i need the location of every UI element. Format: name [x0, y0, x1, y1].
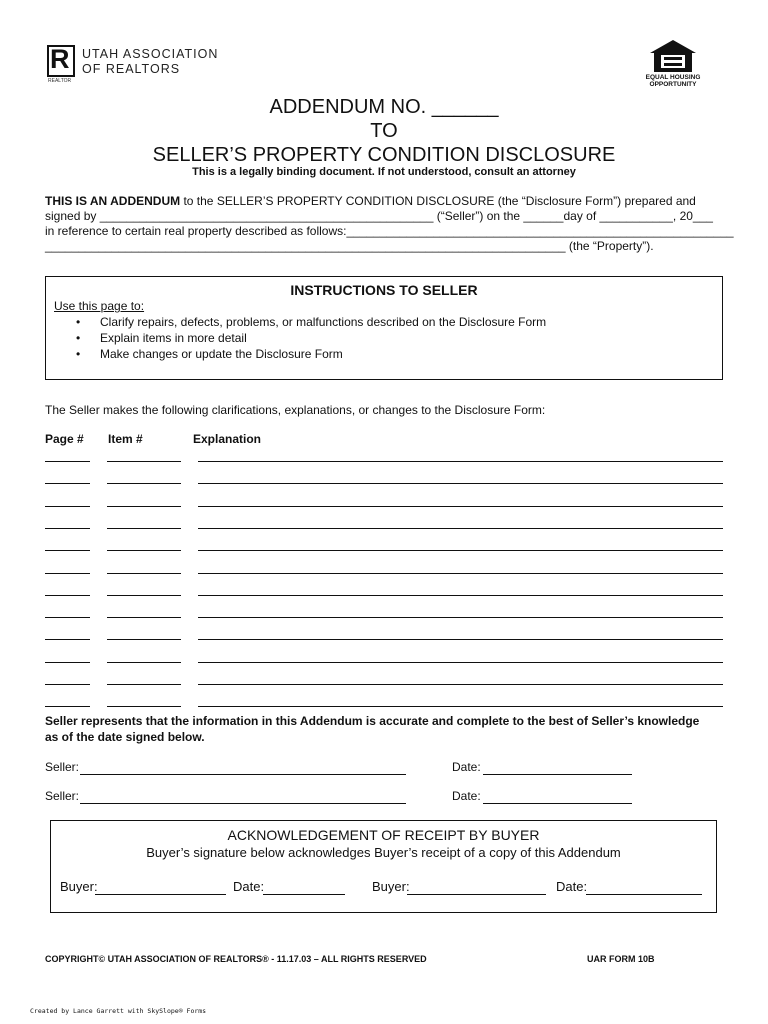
page-entry-line[interactable] [45, 662, 90, 663]
ack-date-label: Date: [233, 879, 265, 894]
representation-line2: as of the date signed below. [45, 730, 205, 744]
page-entry-line[interactable] [45, 461, 90, 462]
date-label: Date: [452, 760, 481, 774]
item-entry-line[interactable] [107, 550, 181, 551]
title-line1: ADDENDUM NO. ______ [269, 96, 499, 118]
page-entry-line[interactable] [45, 483, 90, 484]
instruction-item: Clarify repairs, defects, problems, or malfunctions described on the Disclosure Form [100, 315, 547, 329]
ack-date-label: Date: [556, 879, 588, 894]
representation-line1: Seller represents that the information in this Addendum is accurate and complete to the best of Seller’s knowledge [45, 714, 700, 728]
item-entry-line[interactable] [107, 528, 181, 529]
page-entry-line[interactable] [45, 706, 90, 707]
acknowledgement-box [50, 820, 717, 913]
buyer-signature-line[interactable] [95, 894, 226, 895]
explanation-entry-line[interactable] [198, 662, 723, 663]
item-entry-line[interactable] [107, 662, 181, 663]
org-name-line2: OF REALTORS [82, 62, 181, 76]
bullet-icon: • [76, 347, 81, 361]
intro-line3: in reference to certain real property described as follows:__________________________________________________________ [45, 224, 734, 238]
item-entry-line[interactable] [107, 483, 181, 484]
page-entry-line[interactable] [45, 595, 90, 596]
form-id: UAR FORM 10B [587, 954, 655, 964]
intro-line2: signed by __________________________________________________ (“Seller”) on the ______day of ___________, 20___ [45, 209, 713, 223]
seller-label: Seller: [45, 789, 80, 803]
explanation-entry-line[interactable] [198, 550, 723, 551]
page-entry-line[interactable] [45, 550, 90, 551]
equal-housing-text: EQUAL HOUSING OPPORTUNITY [645, 74, 701, 88]
page-entry-line[interactable] [45, 684, 90, 685]
instruction-item: Explain items in more detail [100, 331, 247, 345]
equal-housing-icon [648, 38, 698, 74]
created-by-note: Created by Lance Garrett with SkySlope® Forms [30, 1007, 207, 1015]
column-page: Page # [45, 432, 84, 446]
title-line2: TO [370, 120, 398, 142]
seller-date-line[interactable] [483, 803, 632, 804]
explanation-entry-line[interactable] [198, 706, 723, 707]
intro-line1 [45, 194, 696, 209]
buyer-signature-line[interactable] [407, 894, 546, 895]
page-entry-line[interactable] [45, 573, 90, 574]
intro-line4: ______________________________________________________________________________ (the “Property”). [45, 239, 654, 253]
acknowledgement-title: ACKNOWLEDGEMENT OF RECEIPT BY BUYER [227, 827, 540, 843]
page-entry-line[interactable] [45, 617, 90, 618]
explanation-entry-line[interactable] [198, 684, 723, 685]
explanation-entry-line[interactable] [198, 461, 723, 462]
intro-lead: THIS IS AN ADDENDUM [45, 194, 181, 208]
item-entry-line[interactable] [107, 639, 181, 640]
realtor-small-text: REALTOR [48, 78, 72, 84]
buyer-label: Buyer: [60, 879, 98, 894]
page-entry-line[interactable] [45, 528, 90, 529]
bullet-icon: • [76, 331, 81, 345]
item-entry-line[interactable] [107, 617, 181, 618]
instructions-title: INSTRUCTIONS TO SELLER [290, 282, 478, 298]
item-entry-line[interactable] [107, 461, 181, 462]
explanation-entry-line[interactable] [198, 639, 723, 640]
org-name-line1: UTAH ASSOCIATION [82, 47, 219, 61]
seller-label: Seller: [45, 760, 80, 774]
instructions-box [45, 276, 723, 380]
item-entry-line[interactable] [107, 706, 181, 707]
acknowledgement-subtitle: Buyer’s signature below acknowledges Buyer’s receipt of a copy of this Addendum [146, 845, 621, 860]
bullet-icon: • [76, 315, 81, 329]
page-entry-line[interactable] [45, 506, 90, 507]
instructions-use-label: Use this page to: [54, 299, 145, 313]
buyer-date-line[interactable] [263, 894, 345, 895]
intro-line1-rest: to the SELLER’S PROPERTY CONDITION DISCLOSURE (the “Disclosure Form”) prepared and [180, 194, 696, 208]
page-entry-line[interactable] [45, 639, 90, 640]
seller-date-line[interactable] [483, 774, 632, 775]
explanation-entry-line[interactable] [198, 483, 723, 484]
buyer-date-line[interactable] [586, 894, 702, 895]
column-explanation: Explanation [193, 432, 262, 446]
instruction-item: Make changes or update the Disclosure Form [100, 347, 343, 361]
title-line3: SELLER’S PROPERTY CONDITION DISCLOSURE [152, 144, 616, 166]
explanation-entry-line[interactable] [198, 617, 723, 618]
explanation-entry-line[interactable] [198, 573, 723, 574]
clarification-intro: The Seller makes the following clarifications, explanations, or changes to the Disclosure Form: [45, 403, 546, 417]
buyer-label: Buyer: [372, 879, 410, 894]
explanation-entry-line[interactable] [198, 528, 723, 529]
item-entry-line[interactable] [107, 506, 181, 507]
legal-notice: This is a legally binding document. If not understood, consult an attorney [192, 166, 576, 178]
copyright-notice: COPYRIGHT© UTAH ASSOCIATION OF REALTORS® - 11.17.03 – ALL RIGHTS RESERVED [45, 954, 427, 964]
date-label: Date: [452, 789, 481, 803]
item-entry-line[interactable] [107, 595, 181, 596]
explanation-entry-line[interactable] [198, 595, 723, 596]
realtor-logo-letter: R [50, 44, 70, 74]
seller-signature-line[interactable] [80, 774, 406, 775]
item-entry-line[interactable] [107, 684, 181, 685]
column-item: Item # [108, 432, 143, 446]
explanation-entry-line[interactable] [198, 506, 723, 507]
seller-signature-line[interactable] [80, 803, 406, 804]
item-entry-line[interactable] [107, 573, 181, 574]
